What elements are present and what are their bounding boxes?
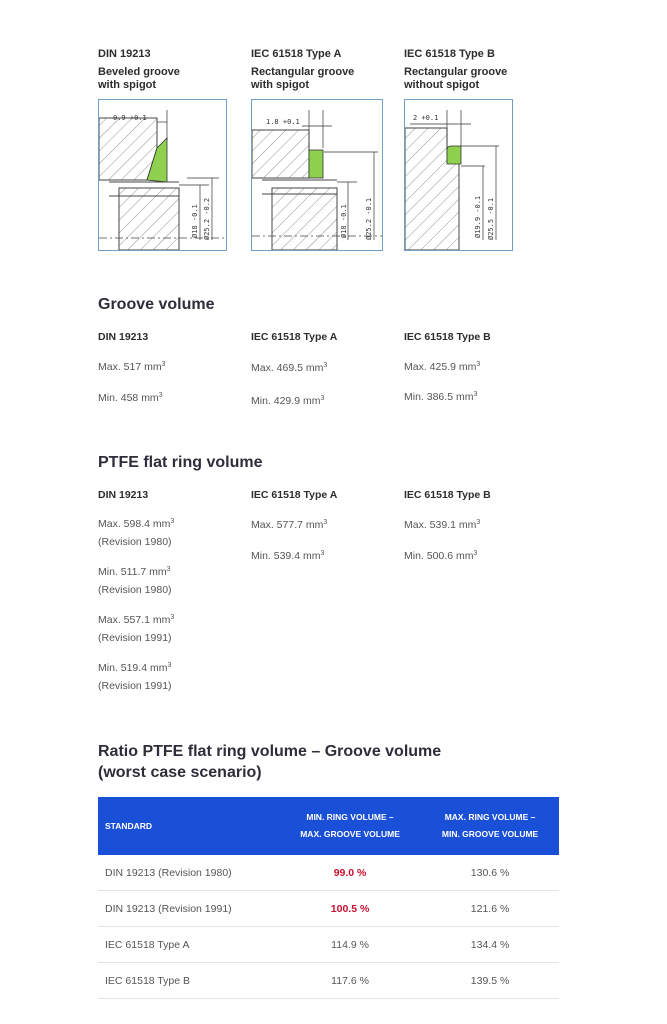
iec-b-gasket <box>447 146 461 164</box>
ptfe-col-iec-b: IEC 61518 Type B <box>404 489 491 501</box>
iec-b-dim-outer: Ø25.5 -0.1 <box>487 197 495 240</box>
iec-a-dim-inner: Ø18 -0.1 <box>340 204 348 238</box>
din-drawing-svg <box>99 100 226 250</box>
ptfe-din-entry: Max. 557.1 $mm^3$ (Revision 1991) <box>98 614 175 644</box>
groove-din-min: Min. 458 $mm^3$ <box>98 392 163 404</box>
groove-iec-a-max: Max. 469.5 $mm^3$ <box>251 362 328 374</box>
iec-a-drawing-svg <box>252 100 382 250</box>
row-min-max: 100.5 % <box>279 891 421 927</box>
din-dim-inner: Ø18 -0.1 <box>191 204 199 238</box>
ptfe-col-iec-a: IEC 61518 Type A <box>251 489 338 501</box>
iec-b-dim-top: 2 +0.1 <box>413 114 439 122</box>
table-row <box>98 963 559 999</box>
ratio-title-line2: (worst case scenario) <box>98 764 262 781</box>
row-min-max: 114.9 % <box>279 927 421 963</box>
table-row <box>98 927 559 963</box>
groove-din-max: Max. 517 $mm^3$ <box>98 361 166 373</box>
table-row <box>98 855 559 891</box>
iec-b-dim-inner: Ø19.9 -0.1 <box>474 195 482 238</box>
ptfe-din-entry: Min. 511.7 $mm^3$ (Revision 1980) <box>98 566 172 596</box>
diagram-heading-iec-a: IEC 61518 Type A Rectangular groove with spigot <box>251 48 355 91</box>
row-standard: IEC 61518 Type A <box>98 927 279 963</box>
ratio-title <box>98 741 441 783</box>
ratio-title-line1: Ratio PTFE flat ring volume – Groove volume <box>98 743 442 760</box>
iec-type-b-drawing <box>404 99 513 251</box>
groove-iec-b-min: Min. 386.5 $mm^3$ <box>404 391 478 403</box>
ptfe-iec-b-min: Min. 500.6 $mm^3$ <box>404 550 478 562</box>
groove-col-din: DIN 19213 <box>98 331 149 343</box>
din-dim-top: 0.9 +0.1 <box>113 114 147 122</box>
iec-type-a-drawing <box>251 99 383 251</box>
header-standard: STANDARD <box>98 797 279 855</box>
row-max-min: 139.5 % <box>421 963 559 999</box>
ptfe-iec-a-max: Max. 577.7 $mm^3$ <box>251 519 328 531</box>
groove-col-iec-b: IEC 61518 Type B <box>404 331 491 343</box>
groove-col-iec-a: IEC 61518 Type A <box>251 331 338 343</box>
ratio-table <box>98 797 559 999</box>
ratio-table-header <box>98 797 559 855</box>
din-lower-part <box>119 188 179 250</box>
diagram-heading-din: DIN 19213 Beveled groove with spigot <box>98 48 180 91</box>
header-min-ring-max-groove: MIN. RING VOLUME – MAX. GROOVE VOLUME <box>279 797 421 855</box>
header-max-ring-min-groove: MAX. RING VOLUME – MIN. GROOVE VOLUME <box>421 797 559 855</box>
iec-a-dim-top: 1.8 +0.1 <box>266 118 300 126</box>
din-dim-outer: Ø25.2 -0.2 <box>203 197 211 240</box>
row-max-min: 121.6 % <box>421 891 559 927</box>
groove-iec-b-max: Max. 425.9 $mm^3$ <box>404 361 481 373</box>
iec-a-upper-part <box>252 130 309 178</box>
groove-volume-title: Groove volume <box>98 296 215 313</box>
ptfe-iec-b-max: Max. 539.1 $mm^3$ <box>404 519 481 531</box>
ptfe-din-entry: Max. 598.4 $mm^3$ (Revision 1980) <box>98 518 175 548</box>
iec-a-dim-outer: Ø25.2 -0.1 <box>365 197 373 240</box>
row-standard: DIN 19213 (Revision 1991) <box>98 891 279 927</box>
ptfe-col-din: DIN 19213 <box>98 489 149 501</box>
row-standard: IEC 61518 Type B <box>98 963 279 999</box>
iec-b-drawing-svg <box>405 100 512 250</box>
iec-a-gasket <box>309 150 323 178</box>
row-max-min: 134.4 % <box>421 927 559 963</box>
ptfe-volume-title: PTFE flat ring volume <box>98 454 263 471</box>
ptfe-iec-a-min: Min. 539.4 $mm^3$ <box>251 550 325 562</box>
groove-iec-a-min: Min. 429.9 $mm^3$ <box>251 395 325 407</box>
row-max-min: 130.6 % <box>421 855 559 891</box>
diagram-heading-iec-b: IEC 61518 Type B Rectangular groove without spigot <box>404 48 508 91</box>
row-min-max: 99.0 % <box>279 855 421 891</box>
iec-a-lower-part <box>272 188 337 250</box>
table-row <box>98 891 559 927</box>
row-min-max: 117.6 % <box>279 963 421 999</box>
row-standard: DIN 19213 (Revision 1980) <box>98 855 279 891</box>
din-upper-part <box>99 118 157 180</box>
ptfe-din-entry: Min. 519.4 $mm^3$ (Revision 1991) <box>98 662 172 692</box>
din-19213-drawing <box>98 99 227 251</box>
